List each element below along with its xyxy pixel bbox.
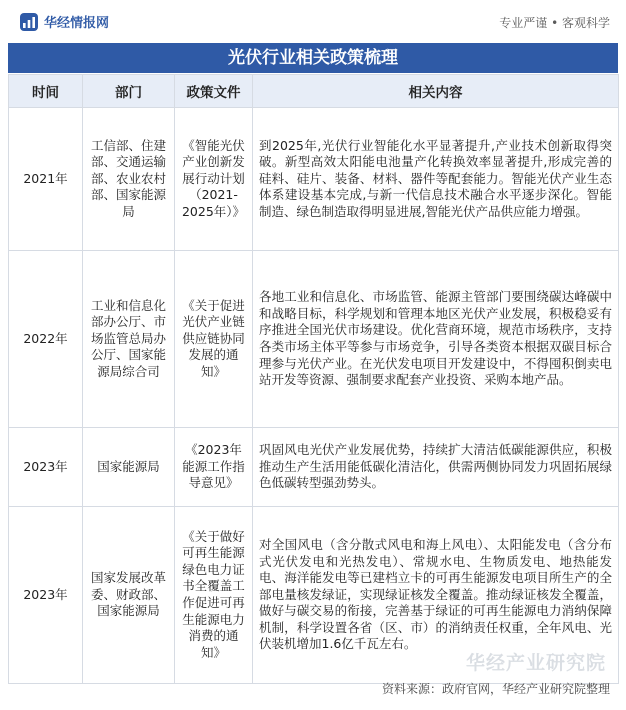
cell-content: 各地工业和信息化、市场监管、能源主管部门要围绕碳达峰碳中和战略目标，科学规划和管理本地区光伏产业发展，积极稳妥有序推进全国光伏市场建设。优化营商环境，规范市场秩序，支持各类市场主体平等参与市场竞争，引导各类资本根据双碳目标合理参与光伏产业。在光伏发电项目开发建设中，不得囤积倒卖电站开发等资源、强制要求配套产业投资、采购本地产品。 [253, 251, 619, 428]
top-bar [0, 0, 626, 40]
slogan: 专业严谨 • 客观科学 [499, 16, 610, 30]
table-row [9, 108, 619, 251]
source-note: 资料来源：政府官网，华经产业研究院整理 [381, 682, 610, 696]
watermark: 华经产业研究院 [465, 652, 606, 674]
cell-policy-document: 《关于做好可再生能源绿色电力证书全覆盖工作促进可再生能源电力消费的通知》 [175, 507, 253, 684]
cell-year: 2022年 [9, 251, 83, 428]
table-row [9, 507, 619, 684]
page-title: 光伏行业相关政策梳理 [8, 43, 618, 73]
column-header-year: 时间 [9, 75, 83, 108]
cell-policy-document: 《智能光伏产业创新发展行动计划（2021-2025年）》 [175, 108, 253, 251]
column-header-department: 部门 [83, 75, 175, 108]
table-row [9, 428, 619, 507]
cell-department: 工信部、住建部、交通运输部、农业农村部、国家能源局 [83, 108, 175, 251]
table-header-row [9, 75, 619, 108]
cell-policy-document: 《关于促进光伏产业链供应链协同发展的通知》 [175, 251, 253, 428]
brand-logo-icon [20, 13, 38, 31]
brand-name: 华经情报网 [44, 16, 110, 31]
cell-year: 2023年 [9, 428, 83, 507]
brand[interactable] [20, 12, 109, 31]
cell-content: 到2025年,光伏行业智能化水平显著提升,产业技术创新取得突破。新型高效太阳能电池量产化转换效率显著提升,形成完善的硅料、硅片、装备、材料、器件等配套能力。智能光伏产业生态体系建设基本完成,与新一代信息技术融合水平逐步深化。智能制造、绿色制造取得明显进展,智能光伏产品供应能力增强。 [253, 108, 619, 251]
cell-policy-document: 《2023年能源工作指导意见》 [175, 428, 253, 507]
cell-content: 对全国风电（含分散式风电和海上风电）、太阳能发电（含分布式光伏发电和光热发电）、常规水电、生物质发电、地热能发电、海洋能发电等已建档立卡的可再生能源发电项目所生产的全部电量核发绿证，实现绿证核发全覆盖。推动绿证核发全覆盖，做好与碳交易的衔接，完善基于绿证的可再生能源电力消纳保障机制，科学设置各省（区、市）的消纳责任权重，全年风电、光伏装机增加1.6亿千瓦左右。 [253, 507, 619, 684]
cell-content: 巩固风电光伏产业发展优势，持续扩大清洁低碳能源供应，积极推动生产生活用能低碳化清洁化，供需两侧协同发力巩固拓展绿色低碳转型强劲势头。 [253, 428, 619, 507]
policy-table [8, 74, 619, 684]
cell-year: 2021年 [9, 108, 83, 251]
column-header-policy-document: 政策文件 [175, 75, 253, 108]
column-header-content: 相关内容 [253, 75, 619, 108]
cell-department: 工业和信息化部办公厅、市场监管总局办公厅、国家能源局综合司 [83, 251, 175, 428]
table-row [9, 251, 619, 428]
cell-department: 国家发展改革委、财政部、国家能源局 [83, 507, 175, 684]
cell-year: 2023年 [9, 507, 83, 684]
cell-department: 国家能源局 [83, 428, 175, 507]
